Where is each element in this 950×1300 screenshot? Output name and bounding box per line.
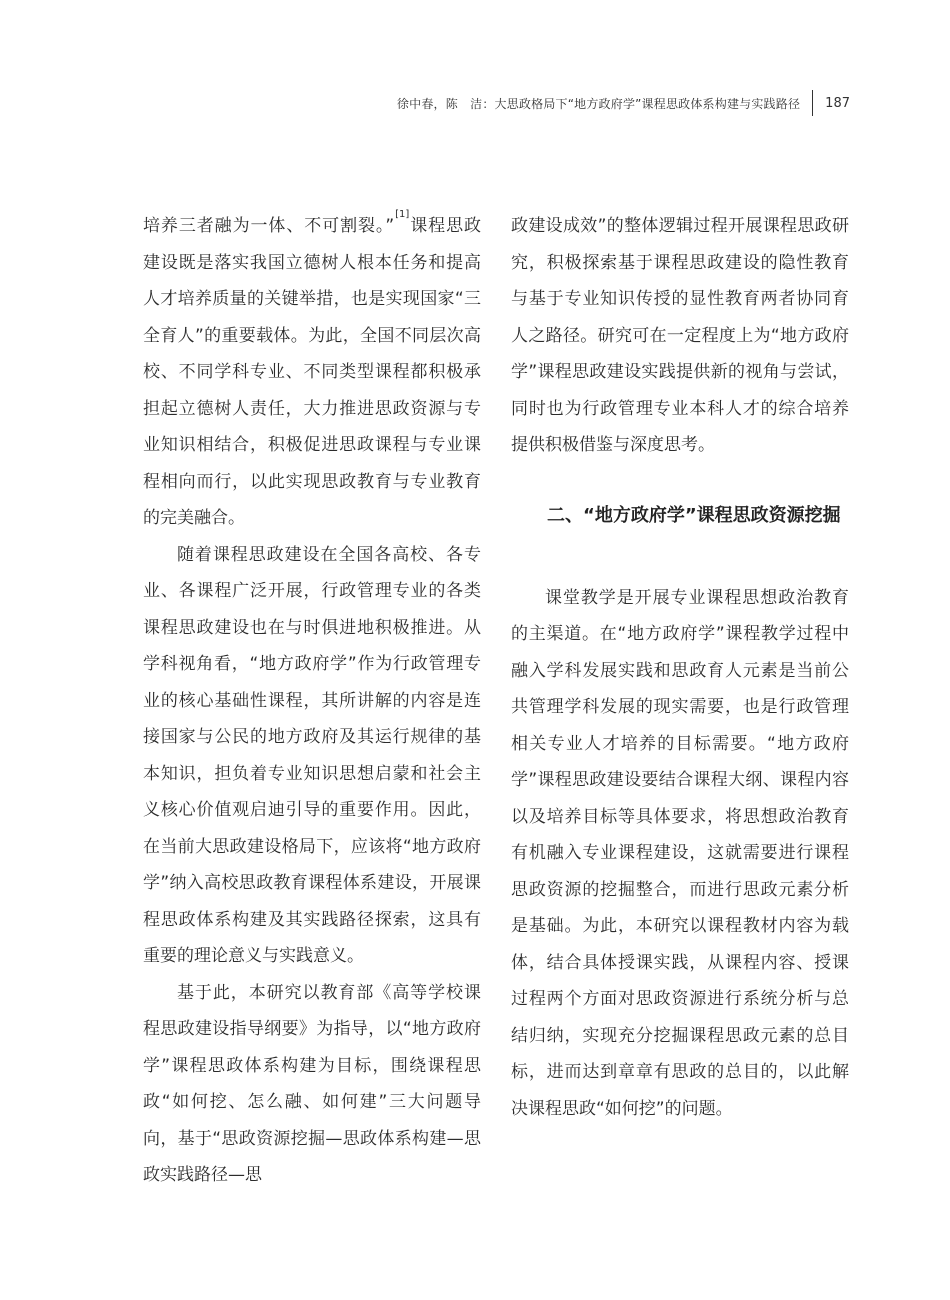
right-column <box>511 208 849 1127</box>
paragraph: 基于此，本研究以教育部《高等学校课程思政建设指导纲要》为指导，以“地方政府学”课程思政体系构建为目标，围绕课程思政“如何挖、怎么融、如何建”三大问题导向，基于“思政资源挖掘—思政体系构建—思政实践路径—思 <box>143 982 481 1185</box>
citation-marker: [1] <box>395 209 410 220</box>
paragraph: 随着课程思政建设在全国各高校、各专业、各课程广泛开展，行政管理专业的各类课程思政建设也在与时俱进地积极推进。从学科视角看，“地方政府学”作为行政管理专业的核心基础性课程，其所讲解的内容是连接国家与公民的地方政府及其运行规律的基本知识，担负着专业知识思想启蒙和社会主义核心价值观启迪引导的重要作用。因此，在当前大思政建设格局下，应该将“地方政府学”纳入高校思政教育课程体系建设，开展课程思政体系构建及其实践路径探索，这具有重要的理论意义与实践意义。 <box>143 544 481 966</box>
page-number: 187 <box>825 95 850 111</box>
paragraph-text: 培养三者融为一体、不可割裂。” <box>143 216 395 236</box>
header-divider <box>812 90 813 116</box>
paragraph-continued: 政建设成效”的整体逻辑过程开展课程思政研究，积极探索基于课程思政建设的隐性教育与基于专业知识传授的显性教育两者协同育人之路径。研究可在一定程度上为“地方政府学”课程思政建设实践提供新的视角与尝试，同时也为行政管理专业本科人才的综合培养提供积极借鉴与深度思考。 <box>511 216 849 455</box>
paragraph-text-rest: 课程思政建设既是落实我国立德树人根本任务和提高人才培养质量的关键举措，也是实现国家“三全育人”的重要载体。为此，全国不同层次高校、不同学科专业、不同类型课程都积极承担起立德树人责任，大力推进思政资源与专业知识相结合，积极促进思政课程与专业课程相向而行，以此实现思政教育与专业教育的完美融合。 <box>143 216 481 528</box>
paragraph: 课堂教学是开展专业课程思想政治教育的主渠道。在“地方政府学”课程教学过程中融入学科发展实践和思政育人元素是当前公共管理学科发展的现实需要，也是行政管理相关专业人才培养的目标需要。“地方政府学”课程思政建设要结合课程大纲、课程内容以及培养目标等具体要求，将思想政治教育有机融入专业课程建设，这就需要进行课程思政资源的挖掘整合，而进行思政元素分析是基础。为此，本研究以课程教材内容为载体，结合具体授课实践，从课程内容、授课过程两个方面对思政资源进行系统分析与总结归纳，实现充分挖掘课程思政元素的总目标，进而达到章章有思政的总目的，以此解决课程思政“如何挖”的问题。 <box>511 587 849 1119</box>
running-title: 徐中春，陈 洁：大思政格局下“地方政府学”课程思政体系构建与实践路径 <box>396 96 801 111</box>
section-heading: 二、“地方政府学”课程思政资源挖掘 <box>547 504 841 526</box>
paragraph-continued <box>143 208 481 537</box>
running-header <box>397 90 850 116</box>
left-column <box>143 208 481 1194</box>
